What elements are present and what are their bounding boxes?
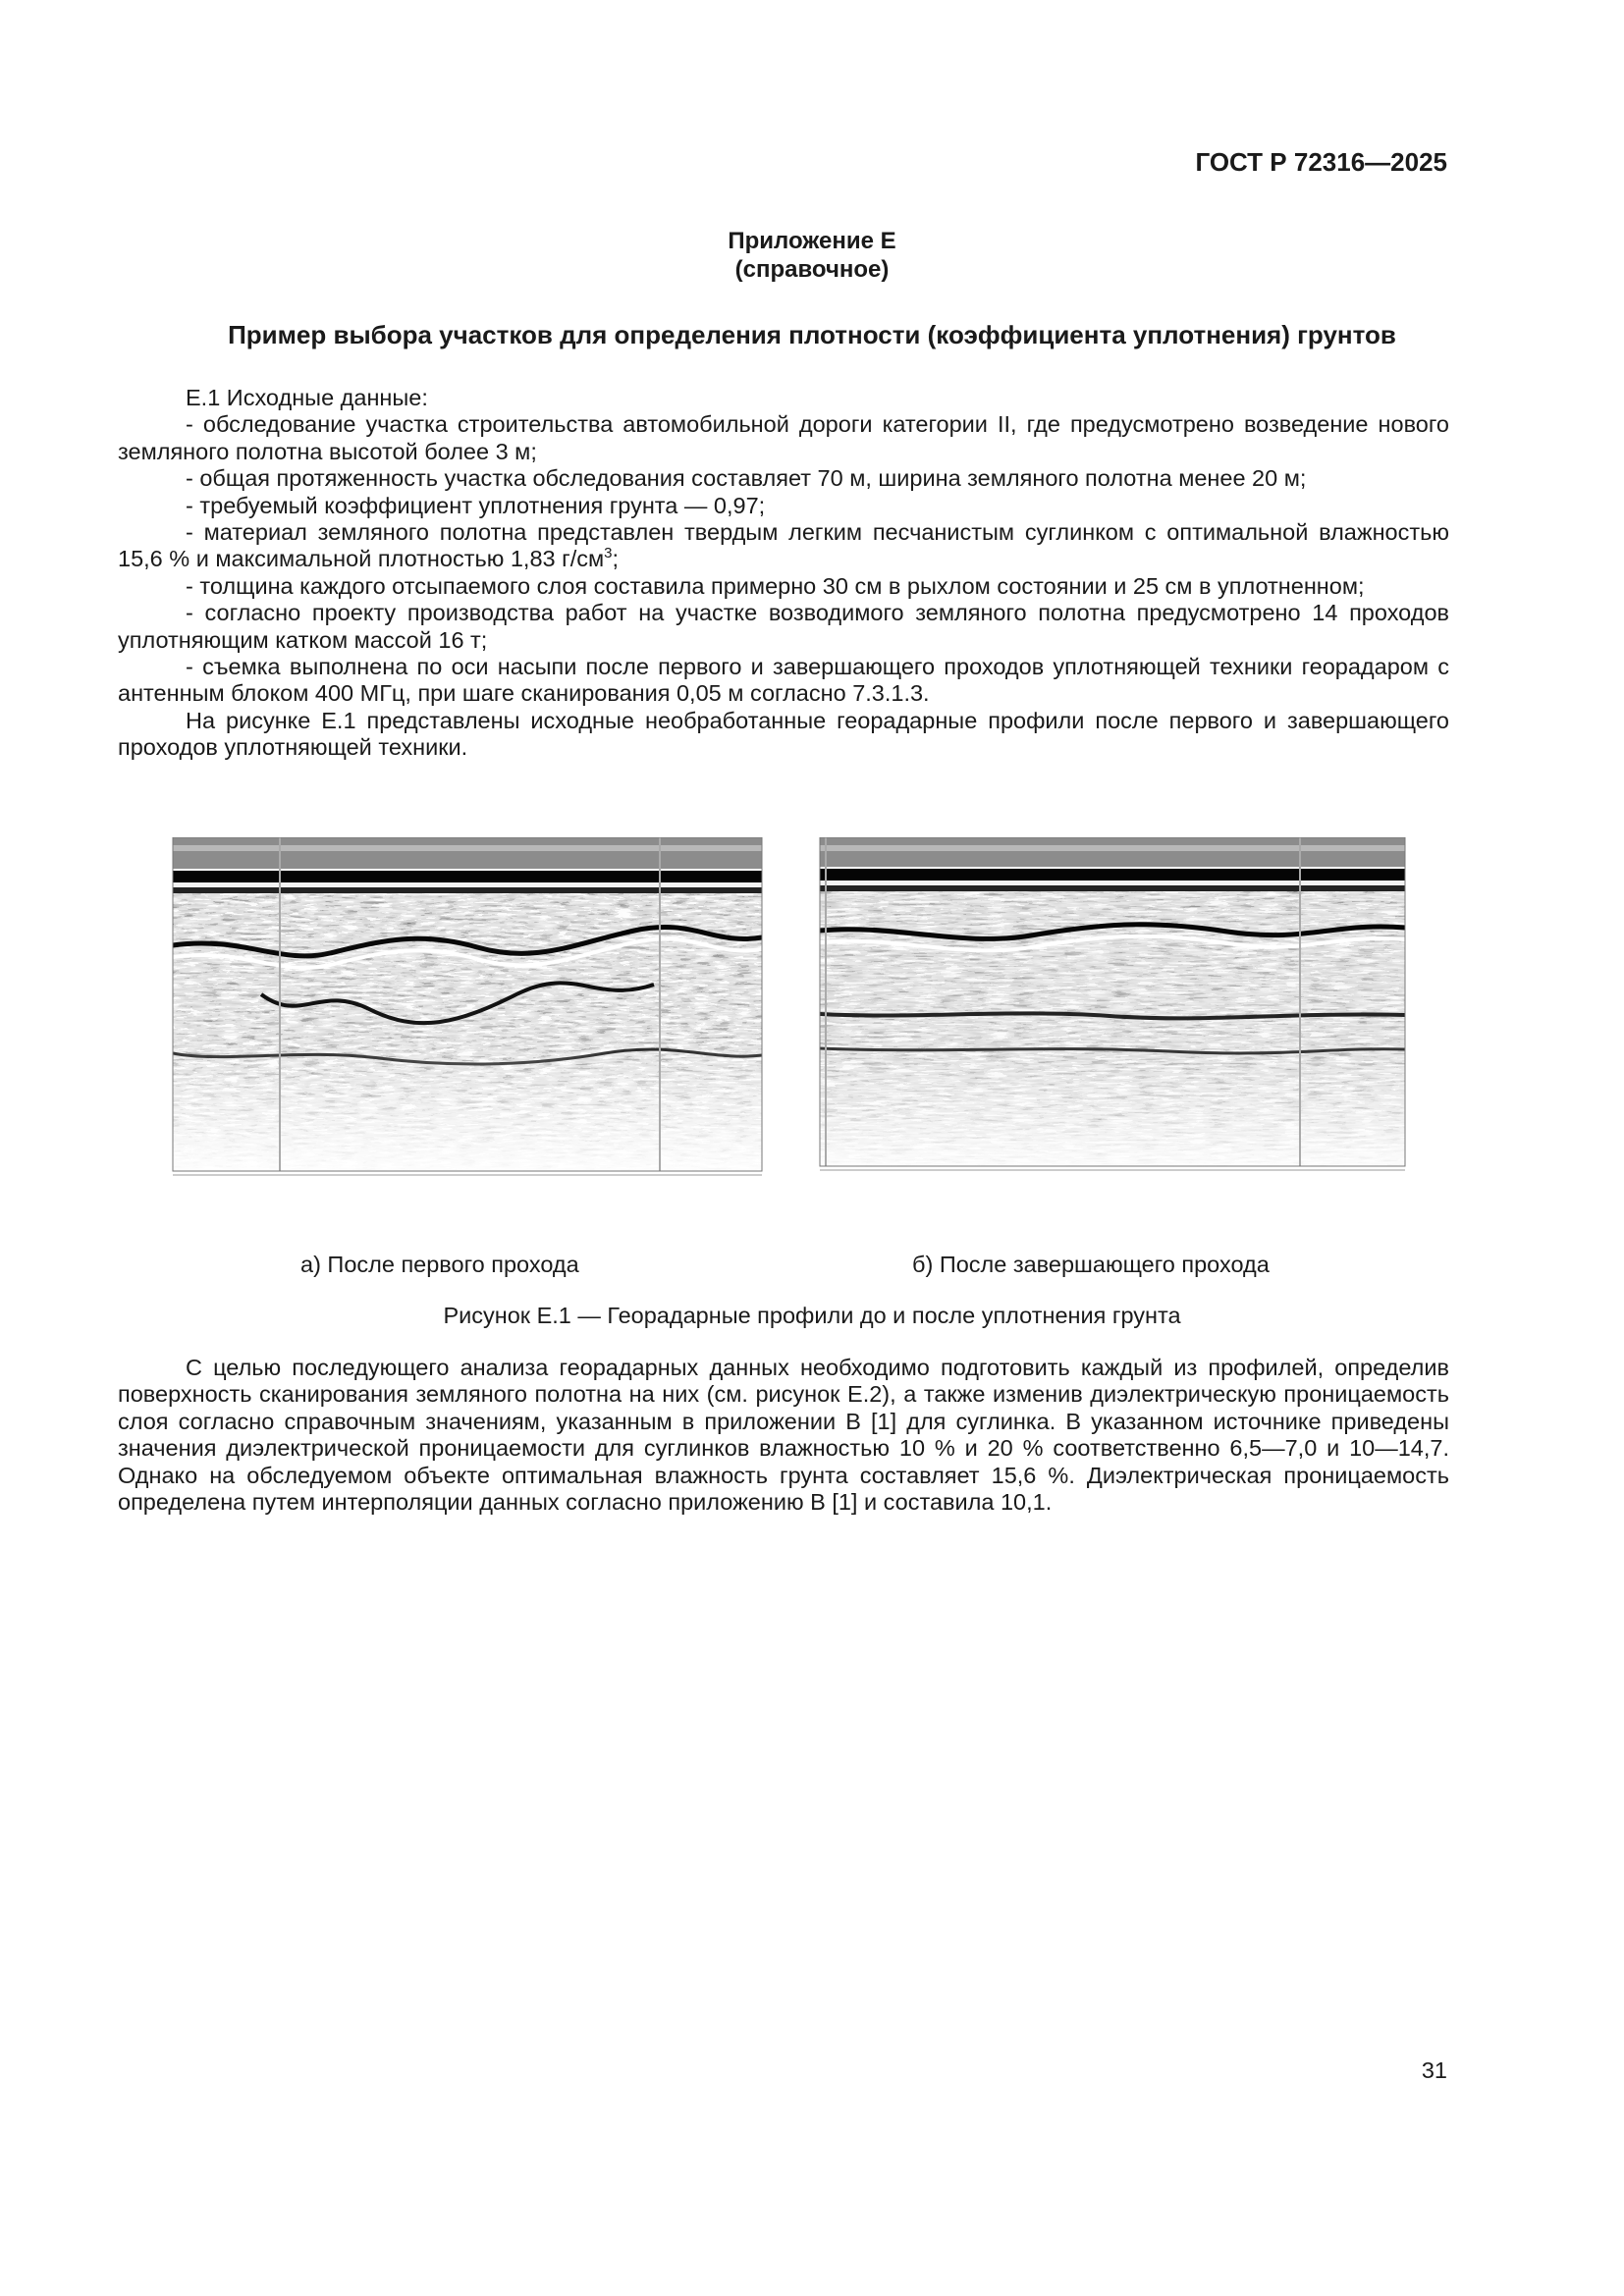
list-item: - общая протяженность участка обследования составляет 70 м, ширина земляного полотна менее 20 м;: [186, 465, 1307, 492]
appendix-title: Пример выбора участков для определения плотности (коэффициента уплотнения) грунтов: [228, 320, 1396, 349]
figure-caption-b: б) После завершающего прохода: [912, 1252, 1270, 1277]
figure-reference: На рисунке Е.1 представлены исходные необработанные георадарные профили после первого и завершающего проходов уплотняющей техники.: [118, 707, 1449, 761]
list-item: - съемка выполнена по оси насыпи после первого и завершающего проходов уплотняющей техники георадаром с антенным блоком 400 МГц, при шаге сканирования 0,05 м согласно 7.3.1.3.: [118, 654, 1449, 707]
appendix-heading: [0, 227, 1624, 284]
list-item: - требуемый коэффициент уплотнения грунта — 0,97;: [186, 492, 766, 518]
appendix-label: Приложение Е: [728, 228, 896, 254]
figure-title: Рисунок Е.1 — Георадарные профили до и после уплотнения грунта: [443, 1303, 1181, 1328]
analysis-paragraph: С целью последующего анализа георадарных данных необходимо подготовить каждый из профилей, определив поверхность сканирования земляного полотна на них (см. рисунок Е.2), а также изменив диэлектрическую проницаемость слоя согласно справочным значениям, указанным в приложении В [1] для суглинка. В указанном источнике приведены значения диэлектрической проницаемости для суглинков влажностью 10 % и 20 % соответственно 6,5—7,0 и 10—14,7. Однако на обследуемом объекте оптимальная влажность грунта составляет 15,6 %. Диэлектрическая проницаемость определена путем интерполяции данных согласно приложению В [1] и составила 10,1.: [118, 1355, 1449, 1516]
list-item: - обследование участка строительства автомобильной дороги категории II, где предусмотрено возведение нового земляного полотна высотой более 3 м;: [118, 411, 1449, 464]
figure-caption-a: а) После первого прохода: [300, 1252, 579, 1277]
radargram-after-first-pass: [163, 837, 772, 1189]
analysis-section: [118, 1355, 1449, 1516]
radargram-after-final-pass: [815, 837, 1422, 1185]
initial-data-heading: Е.1 Исходные данные:: [186, 385, 428, 410]
page-number: 31: [1421, 2057, 1447, 2083]
list-item: - согласно проекту производства работ на участке возводимого земляного полотна предусмотрено 14 проходов уплотняющим катком массой 16 т;: [118, 600, 1449, 653]
list-item: - толщина каждого отсыпаемого слоя составила примерно 30 см в рыхлом состоянии и 25 см в уплотненном;: [186, 572, 1365, 599]
initial-data-section: [118, 385, 1449, 762]
density-tail: ;: [612, 546, 620, 572]
unit-exponent: 3: [604, 545, 613, 562]
list-item-density: [118, 519, 1449, 573]
appendix-type: (справочное): [734, 256, 890, 283]
density-text: - материал земляного полотна представлен твердым легким песчанистым суглинком с оптимальной влажностью 15,6 % и максимальной плотностью 1,83 г/см: [118, 519, 1449, 572]
standard-number: ГОСТ Р 72316—2025: [1195, 147, 1447, 177]
